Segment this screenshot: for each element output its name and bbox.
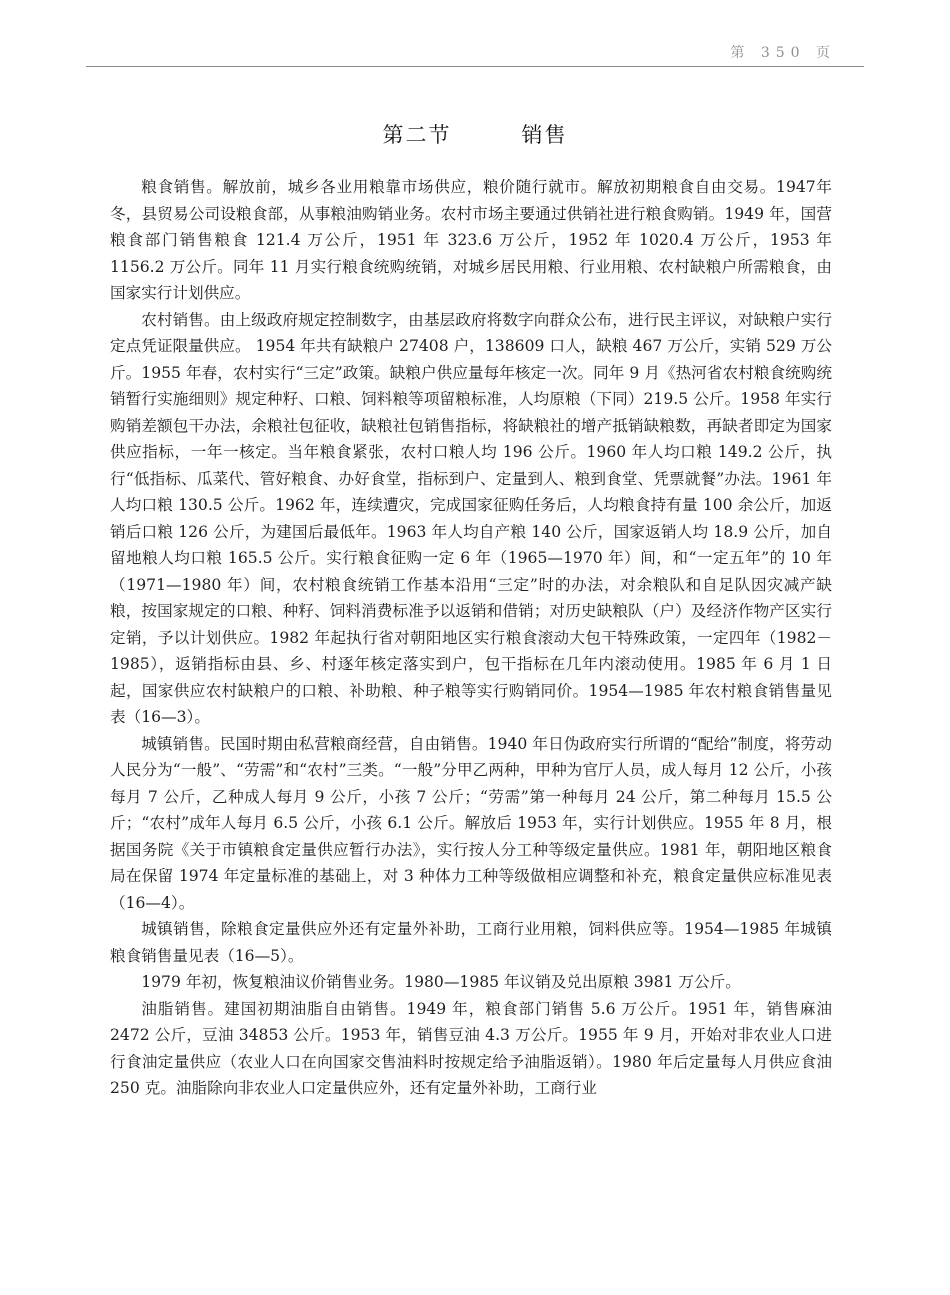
body-text xyxy=(110,174,832,1102)
paragraph-oil-sales: 油脂销售。建国初期油脂自由销售。1949 年，粮食部门销售 5.6 万公斤。1951 年，销售麻油 2472 公斤，豆油 34853 公斤。1953 年，销售豆油 4.3 万公斤。1955 年 9 月，开始对非农业人口进行食油定量供应（农业人口在向国家交售油料时按规定给予油脂返销）。1980 年后定量每人月供应食油 250 克。油脂除向非农业人口定量供应外，还有定量外补助，工商行业 xyxy=(110,999,832,1097)
paragraph-urban-sales: 城镇销售。民国时期由私营粮商经营，自由销售。1940 年日伪政府实行所谓的“配给”制度，将劳动人民分为“一般”、“劳需”和“农村”三类。“一般”分甲乙两种，甲种为官厅人员，成人每月 12 公斤，小孩每月 7 公斤，乙种成人每月 9 公斤，小孩 7 公斤；“劳需”第一种每月 24 公斤，第二种每月 15.5 公斤；“农村”成年人每月 6.5 公斤，小孩 6.1 公斤。解放后 1953 年，实行计划供应。1955 年 8 月，根据国务院《关于市镇粮食定量供应暂行办法》，实行按人分工种等级定量供应。1981 年，朝阳地区粮食局在保留 1974 年定量标准的基础上，对 3 种体力工种等级做相应调整和补充，粮食定量供应标准见表（16—4）。 xyxy=(110,734,832,912)
section-title: 销售 xyxy=(521,123,568,147)
page-number: 第 350 页 xyxy=(730,45,836,61)
paragraph-grain-sales: 粮食销售。解放前，城乡各业用粮靠市场供应，粮价随行就市。解放初期粮食自由交易。1947年冬，县贸易公司设粮食部，从事粮油购销业务。农村市场主要通过供销社进行粮食购销。1949 年，国营粮食部门销售粮食 121.4 万公斤，1951 年 323.6 万公斤，1952 年 1020.4 万公斤，1953 年 1156.2 万公斤。同年 11 月实行粮食统购统销，对城乡居民用粮、行业用粮、农村缺粮户所需粮食，由国家实行计划供应。 xyxy=(110,178,832,302)
section-number: 第二节 xyxy=(382,123,452,147)
page-header xyxy=(86,38,864,67)
paragraph-negotiated-price: 1979 年初，恢复粮油议价销售业务。1980—1985 年议销及兑出原粮 3981 万公斤。 xyxy=(141,973,741,991)
paragraph-urban-supplement: 城镇销售，除粮食定量供应外还有定量外补助，工商行业用粮，饲料供应等。1954—1985 年城镇粮食销售量见表（16—5）。 xyxy=(110,920,832,965)
section-heading xyxy=(0,119,950,149)
paragraph-rural-sales: 农村销售。由上级政府规定控制数字，由基层政府将数字向群众公布，进行民主评议，对缺粮户实行定点凭证限量供应。 1954 年共有缺粮户 27408 户，138609 口人，缺粮 467 万公斤，实销 529 万公斤。1955 年春，农村实行“三定”政策。缺粮户供应量每年核定一次。同年 9 月《热河省农村粮食统购统销暂行实施细则》规定种籽、口粮、饲料粮等项留粮标准，人均原粮（下同）219.5 公斤。1958 年实行购销差额包干办法，余粮社包征收，缺粮社包销售指标，将缺粮社的增产抵销缺粮数，再缺者即定为国家供应指标，一年一核定。当年粮食紧张，农村口粮人均 196 公斤。1960 年人均口粮 149.2 公斤，执行“低指标、瓜菜代、管好粮食、办好食堂，指标到户、定量到人、粮到食堂、凭票就餐”办法。1961 年人均口粮 130.5 公斤。1962 年，连续遭灾，完成国家征购任务后，人均粮食持有量 100 余公斤，加返销后口粮 126 公斤，为建国后最低年。1963 年人均自产粮 140 公斤，国家返销人均 18.9 公斤，加自留地粮人均口粮 165.5 公斤。实行粮食征购一定 6 年（1965—1970 年）间，和“一定五年”的 10 年（1971—1980 年）间，农村粮食统销工作基本沿用“三定”时的办法，对余粮队和自足队因灾减产缺粮，按国家规定的口粮、种籽、饲料消费标准予以返销和借销；对历史缺粮队（户）及经济作物产区实行定销，予以计划供应。1982 年起执行省对朝阳地区实行粮食滚动大包干特殊政策，一定四年（1982－1985），返销指标由县、乡、村逐年核定落实到户，包干指标在几年内滚动使用。1985 年 6 月 1 日起，国家供应农村缺粮户的口粮、补助粮、种子粮等实行购销同价。1954—1985 年农村粮食销售量见表（16—3）。 xyxy=(110,310,832,726)
